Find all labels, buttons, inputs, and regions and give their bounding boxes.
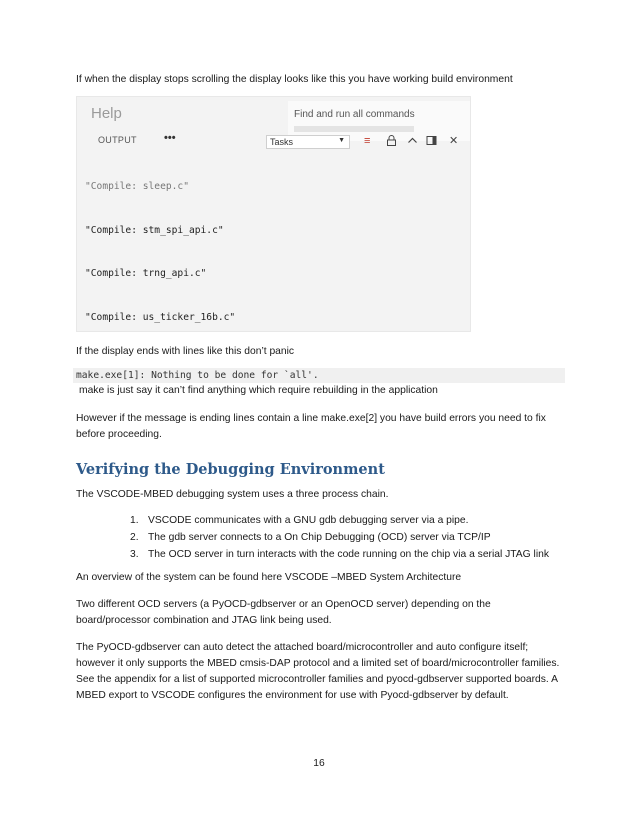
section-heading: Verifying the Debugging Environment [76, 461, 385, 478]
list-item [130, 529, 570, 546]
close-icon: ✕ [449, 135, 459, 147]
list-item-text: The gdb server connects to a On Chip Debugging (OCD) server via TCP/IP [148, 532, 491, 543]
log-line: "Compile: us_ticker_16b.c" [85, 311, 236, 323]
pyocd-paragraph: The PyOCD-gdbserver can auto detect the attached board/microcontroller and auto configure itself; however it only supports the MBED cmsis-DAP protocol and a limited set of board/microcontroller families. See the appendix for a list of supported microcontroller families and pyocd-gdbserver supported boards. A MBED export to VSCODE configures the environment for use with Pyocd-gdbserver by default. [76, 642, 560, 701]
output-panel-toolbar [77, 132, 470, 150]
intro-paragraph: If when the display stops scrolling the display looks like this you have working build environment [76, 74, 513, 85]
chevron-up-icon [407, 135, 418, 149]
page-number: 16 [313, 758, 325, 769]
list-item-number: 3. [130, 549, 139, 560]
more-icon: ••• [164, 132, 176, 144]
list-item [130, 512, 570, 529]
make-output-code-line: make.exe[1]: Nothing to be done for `all'. [73, 368, 565, 383]
ends-paragraph: If the display ends with lines like this don’t panic [76, 346, 295, 357]
list-item-number: 2. [130, 532, 139, 543]
make-explanation-paragraph: make is just say it can’t find anything which require rebuilding in the application [79, 385, 438, 396]
task-select-value: Tasks [270, 137, 294, 147]
vscode-output-screenshot [76, 96, 471, 332]
command-menu-item: Find and run all commands [294, 109, 415, 120]
process-chain-list [130, 512, 570, 563]
process-chain-paragraph: The VSCODE-MBED debugging system uses a three process chain. [76, 489, 389, 500]
list-item-text: VSCODE communicates with a GNU gdb debugging server via a pipe. [148, 515, 469, 526]
overview-paragraph: An overview of the system can be found here VSCODE –MBED System Architecture [76, 572, 462, 583]
log-line: "Compile: stm_spi_api.c" [85, 224, 224, 236]
build-output-log [85, 151, 465, 332]
ocd-servers-paragraph: Two different OCD servers (a PyOCD-gdbserver or an OpenOCD server) depending on the board/processor combination and JTAG link being used. [76, 599, 491, 626]
lock-icon [386, 135, 397, 149]
panel-layout-icon [426, 135, 437, 149]
help-menu-label: Help [91, 105, 122, 122]
list-item-number: 1. [130, 515, 139, 526]
task-select [266, 135, 350, 149]
log-line: "Compile: sleep.c" [85, 181, 189, 192]
output-tab: OUTPUT [98, 135, 137, 145]
chevron-down-icon: ▼ [338, 137, 345, 144]
build-errors-paragraph: However if the message is ending lines contain a line make.exe[2] you have build errors you need to fix before proceeding. [76, 413, 546, 440]
log-line: "Compile: trng_api.c" [85, 268, 207, 279]
list-item-text: The OCD server in turn interacts with the code running on the chip via a serial JTAG link [148, 549, 549, 560]
list-item [130, 546, 570, 563]
clear-output-icon: ≡ [364, 135, 371, 147]
